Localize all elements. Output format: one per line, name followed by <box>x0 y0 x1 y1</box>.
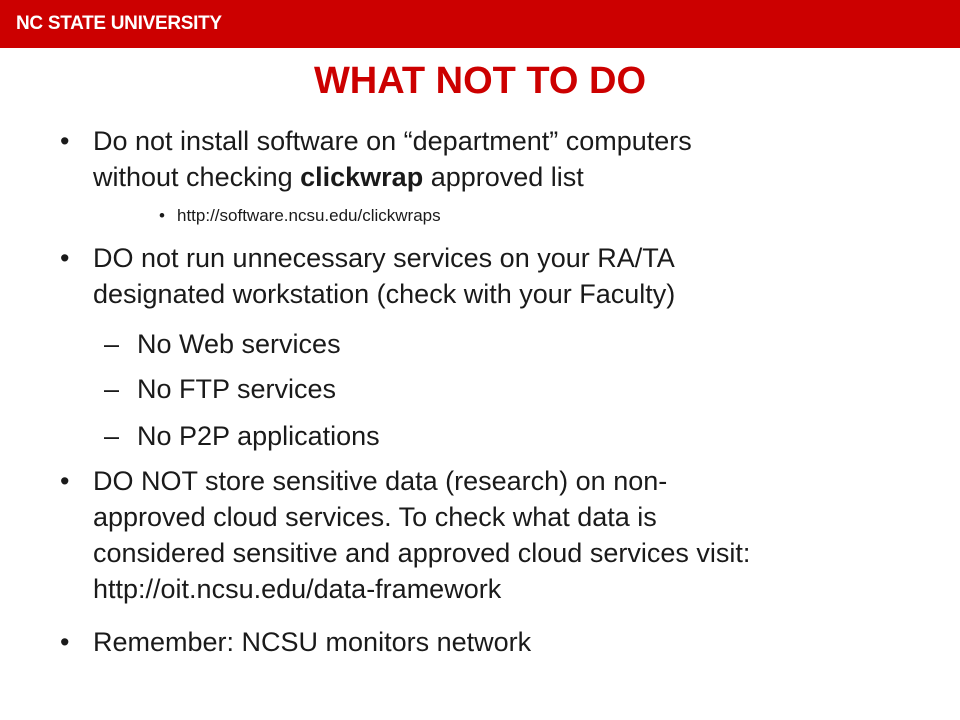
data-framework-link[interactable]: http://oit.ncsu.edu/data-framework <box>93 574 502 604</box>
dash-2: – <box>104 374 120 404</box>
clickwraps-link[interactable]: http://software.ncsu.edu/clickwraps <box>177 206 441 225</box>
item-2-text <box>93 240 913 312</box>
item-4-line-1: Remember: NCSU monitors network <box>93 627 532 657</box>
sub-item-web-services: No Web services <box>137 329 341 359</box>
item-1-line-2 <box>93 159 913 195</box>
bullet-2: • <box>60 243 70 273</box>
bullet-3: • <box>60 466 70 496</box>
item-3-text <box>93 463 913 607</box>
item-1-line-2-post: approved list <box>423 162 584 192</box>
clickwrap-emphasis: clickwrap <box>300 162 424 192</box>
item-4-text <box>93 624 913 660</box>
slide-title: WHAT NOT TO DO <box>313 60 647 102</box>
sub-item-ftp-services: No FTP services <box>137 374 337 404</box>
bullet-4: • <box>60 627 70 657</box>
item-2-line-1: DO not run unnecessary services on your RA/TA <box>93 243 675 273</box>
item-3-line-2: approved cloud services. To check what data is <box>93 502 657 532</box>
item-2-line-2: designated workstation (check with your Faculty) <box>93 279 676 309</box>
dash-3: – <box>104 421 120 451</box>
university-logo-text: NC STATE UNIVERSITY <box>16 13 222 34</box>
item-1-line-2-pre: without checking <box>93 162 301 192</box>
sub-bullet-1: • <box>159 206 165 225</box>
dash-1: – <box>104 329 120 359</box>
item-3-line-1: DO NOT store sensitive data (research) on non- <box>93 466 668 496</box>
item-3-line-3: considered sensitive and approved cloud services visit: <box>93 538 751 568</box>
sub-item-p2p-applications: No P2P applications <box>137 421 380 451</box>
item-1-text <box>93 123 913 195</box>
bullet-1: • <box>60 126 70 156</box>
item-1-line-1: Do not install software on “department” computers <box>93 126 692 156</box>
